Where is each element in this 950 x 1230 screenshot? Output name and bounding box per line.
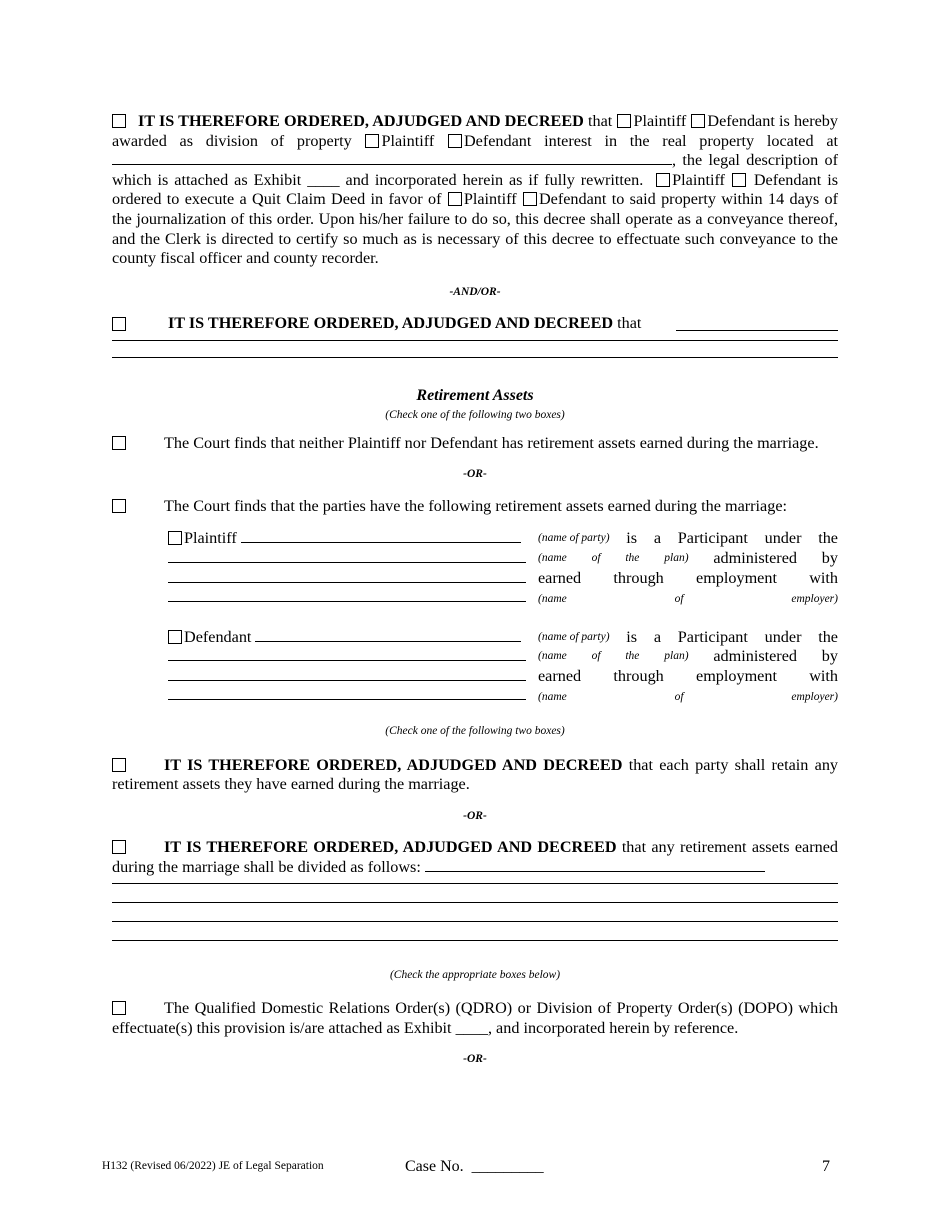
qdro-checkbox[interactable] [112, 1001, 126, 1015]
other-order-field[interactable] [676, 314, 838, 331]
defendant-retirement-block: Defendant (name of party) is a Participant under the (name of the plan) administered by earned through employment with (name of employer) [168, 628, 838, 706]
has-retirement-paragraph: The Court finds that the parties have the following retirement assets earned during the marriage: [112, 497, 838, 517]
check-one-note-2: (Check one of the following two boxes) [385, 725, 565, 738]
real-property-paragraph: IT IS THEREFORE ORDERED, ADJUDGED AND DECREED that Plaintiff Defendant is hereby awarded as division of property Plaintiff Defendant interest in the real property located at , the legal description of which is attached as Exhibit ____ and incorporated herein as if fully rewritten. Plaintiff Defendant is ordered to execute a Quit Claim Deed in favor of Plaintiff Defendant to said property within 14 days of the journalization of this order. Upon his/her failure to do so, this decree shall operate as a conveyance thereof, and the Clerk is directed to certify so much as is necessary of this decree to effectuate such conveyance to the county fiscal officer and county recorder. [112, 112, 839, 268]
has-retirement-checkbox[interactable] [112, 499, 126, 513]
deed-defendant-checkbox[interactable] [732, 173, 746, 187]
plaintiff-name-field[interactable] [241, 542, 521, 543]
plaintiff-employer-field[interactable] [168, 601, 526, 602]
other-order-paragraph: IT IS THEREFORE ORDERED, ADJUDGED AND DECREED that [112, 314, 838, 334]
retirement-assets-heading: Retirement Assets [416, 387, 534, 405]
property-location-field[interactable] [112, 164, 672, 165]
document-page [112, 112, 838, 1070]
other-order-line-2[interactable] [112, 357, 838, 358]
divide-paragraph: IT IS THEREFORE ORDERED, ADJUDGED AND DECREED that any retirement assets earned during the marriage shall be divided as follows: [112, 838, 839, 877]
plaintiff-retirement-block: Plaintiff (name of party) is a Participant under the (name of the plan) administered by earned through employment with (name of employer) [168, 529, 838, 607]
real-property-checkbox[interactable] [112, 114, 126, 128]
exhibit-blank[interactable]: ____ [307, 170, 340, 189]
case-number-field[interactable]: _________ [471, 1158, 544, 1175]
no-retirement-paragraph: The Court finds that neither Plaintiff nor Defendant has retirement assets earned during the marriage. [112, 434, 838, 454]
plaintiff-retirement-checkbox[interactable] [168, 531, 182, 545]
qdro-exhibit-blank[interactable]: ____ [455, 1018, 488, 1037]
other-order-line-1[interactable] [112, 340, 838, 341]
defendant-plan-field[interactable] [168, 660, 526, 661]
plaintiff-plan-field[interactable] [168, 562, 526, 563]
defendant-employer-field[interactable] [168, 699, 526, 700]
defendant-retirement-checkbox[interactable] [168, 630, 182, 644]
divide-line-1[interactable] [112, 883, 838, 884]
and-or-separator: -AND/OR- [449, 285, 501, 298]
divide-checkbox[interactable] [112, 840, 126, 854]
or-separator-1: -OR- [463, 468, 487, 481]
divide-line-3[interactable] [112, 921, 838, 922]
favor-plaintiff-checkbox[interactable] [448, 192, 462, 206]
retain-checkbox[interactable] [112, 758, 126, 772]
form-id: H132 (Revised 06/2022) JE of Legal Separation [102, 1160, 324, 1172]
or-separator-3: -OR- [463, 1053, 487, 1066]
no-retirement-checkbox[interactable] [112, 436, 126, 450]
retain-paragraph: IT IS THEREFORE ORDERED, ADJUDGED AND DECREED that each party shall retain any retirement assets they have earned during the marriage. [112, 755, 839, 794]
interest-defendant-checkbox[interactable] [448, 134, 462, 148]
check-appropriate-note: (Check the appropriate boxes below) [389, 968, 561, 981]
page-number: 7 [822, 1158, 830, 1175]
check-one-note: (Check one of the following two boxes) [385, 408, 565, 421]
or-separator-2: -OR- [463, 809, 487, 822]
interest-plaintiff-checkbox[interactable] [365, 134, 379, 148]
defendant-name-field[interactable] [255, 641, 521, 642]
awarded-defendant-checkbox[interactable] [691, 114, 705, 128]
divide-line-2[interactable] [112, 902, 838, 903]
defendant-administrator-field[interactable] [168, 680, 526, 681]
ordered-lead: IT IS THEREFORE ORDERED, ADJUDGED AND DECREED [138, 112, 584, 130]
case-number: Case No. _________ [405, 1158, 544, 1175]
plaintiff-administrator-field[interactable] [168, 582, 526, 583]
awarded-plaintiff-checkbox[interactable] [617, 114, 631, 128]
favor-defendant-checkbox[interactable] [523, 192, 537, 206]
other-order-checkbox[interactable] [112, 317, 126, 331]
divide-field[interactable] [425, 871, 765, 872]
divide-line-4[interactable] [112, 940, 838, 941]
qdro-paragraph: The Qualified Domestic Relations Order(s) (QDRO) or Division of Property Order(s) (DOPO) which effectuate(s) this provision is/are attached as Exhibit ____, and incorporated herein by reference. [112, 999, 838, 1037]
deed-plaintiff-checkbox[interactable] [656, 173, 670, 187]
